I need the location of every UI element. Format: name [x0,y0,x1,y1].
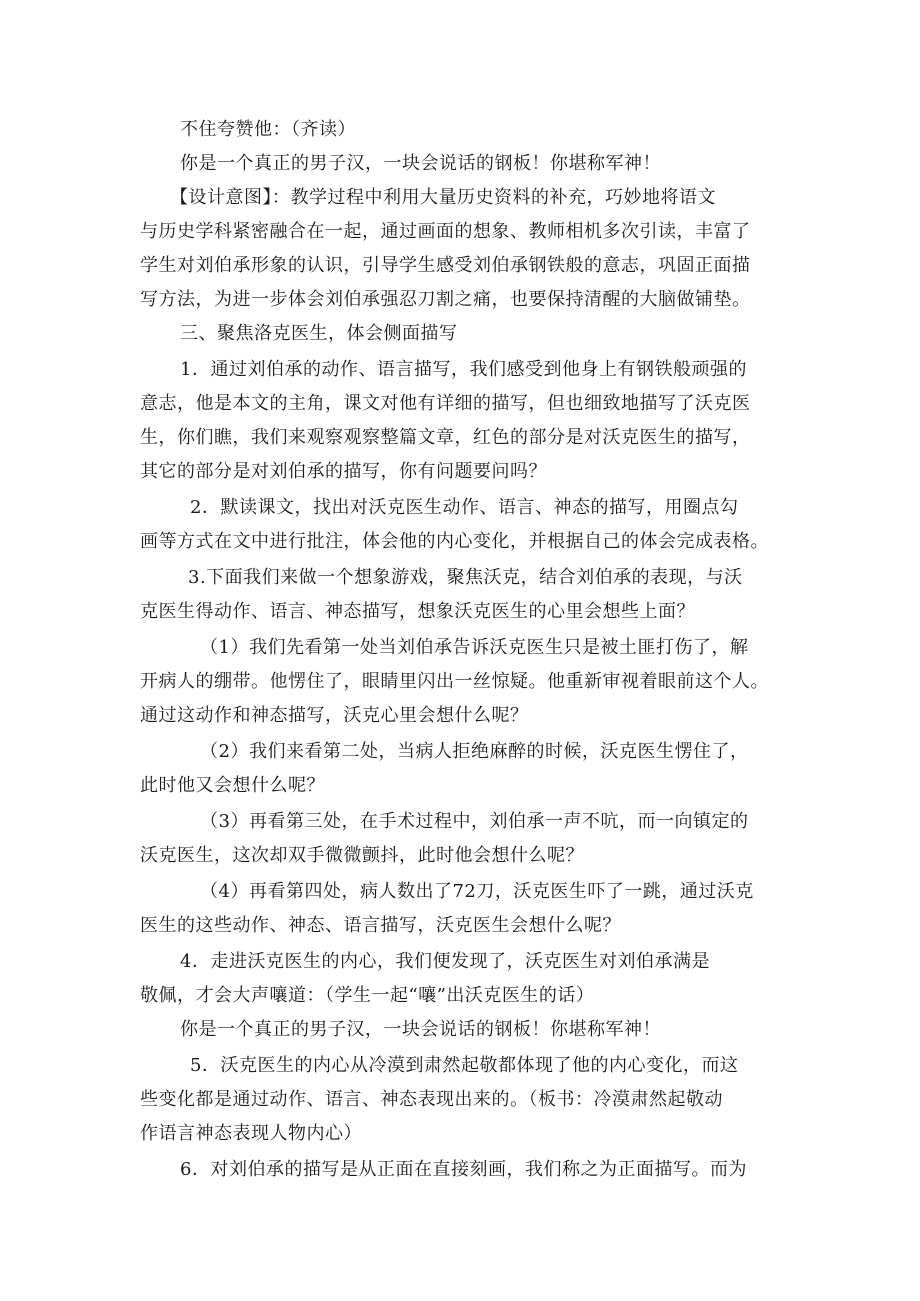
text-line: （3）再看第三处，在手术过程中，刘伯承一声不吭，而一向镇定的 [200,811,749,832]
text-line: 6．对刘伯承的描写是从正面在直接刻画，我们称之为正面描写。而为 [180,1159,747,1180]
text-line: 沃克医生，这次却双手微微颤抖，此时他会想什么呢？ [140,845,584,866]
text-line: 作语言神态表现人物内心） [140,1123,362,1144]
text-line: 3.下面我们来做一个想象游戏，聚焦沃克，结合刘伯承的表现，与沃 [188,567,743,588]
text-line: 学生对刘伯承形象的认识，引导学生感受刘伯承钢铁般的意志，巩固正面描 [140,255,751,276]
text-line: 你是一个真正的男子汉，一块会说话的钢板！你堪称军神！ [180,153,661,174]
text-line: 克医生得动作、语言、神态描写，想象沃克医生的心里会想些上面？ [140,601,695,622]
text-line: 与历史学科紧密融合在一起，通过画面的想象、教师相机多次引读，丰富了 [140,221,751,242]
text-line: 其它的部分是对刘伯承的描写，你有问题要问吗？ [140,461,547,482]
text-line: 通过这动作和神态描写，沃克心里会想什么呢？ [140,705,529,726]
text-line: 1．通过刘伯承的动作、语言描写，我们感受到他身上有钢铁般顽强的 [180,359,747,380]
text-line: 些变化都是通过动作、语言、神态表现出来的。（板书：冷漠肃然起敬动 [140,1089,723,1110]
section-heading: 三、聚焦洛克医生，体会侧面描写 [180,323,458,344]
text-line: 医生的这些动作、神态、语言描写，沃克医生会想什么呢？ [140,915,621,936]
text-line: 不住夸赞他：（齐读） [180,119,356,140]
text-line: 意志，他是本文的主角，课文对他有详细的描写，但也细致地描写了沃克医 [140,393,751,414]
text-line: 敬佩，才会大声嚷道：（学生一起“嚷”出沃克医生的话） [140,985,595,1006]
text-line: 4．走进沃克医生的内心，我们便发现了，沃克医生对刘伯承满是 [180,951,710,972]
text-line: 写方法，为进一步体会刘伯承强忍刀割之痛，也要保持清醒的大脑做铺垫。 [140,289,751,310]
text-line: （2）我们来看第二处，当病人拒绝麻醉的时候，沃克医生愣住了， [200,741,749,762]
text-line: 5．沃克医生的内心从冷漠到肃然起敬都体现了他的内心变化，而这 [190,1055,739,1076]
text-line: （4）再看第四处，病人数出了72刀，沃克医生吓了一跳，通过沃克 [200,881,754,902]
text-line: 开病人的绷带。他愣住了，眼睛里闪出一丝惊疑。他重新审视着眼前这个人。 [140,671,769,692]
design-intent-line: 【设计意图】：教学过程中利用大量历史资料的补充，巧妙地将语文 [170,187,716,208]
text-line: （1）我们先看第一处当刘伯承告诉沃克医生只是被土匪打伤了，解 [200,637,749,658]
text-line: 画等方式在文中进行批注，体会他的内心变化，并根据自己的体会完成表格。 [140,531,769,552]
text-line: 生，你们瞧，我们来观察观察整篇文章，红色的部分是对沃克医生的描写， [140,427,751,448]
text-line: 你是一个真正的男子汉，一块会说话的钢板！你堪称军神！ [180,1019,661,1040]
text-line: 2．默读课文，找出对沃克医生动作、语言、神态的描写，用圈点勾 [190,497,739,518]
text-line: 此时他又会想什么呢？ [140,775,325,796]
